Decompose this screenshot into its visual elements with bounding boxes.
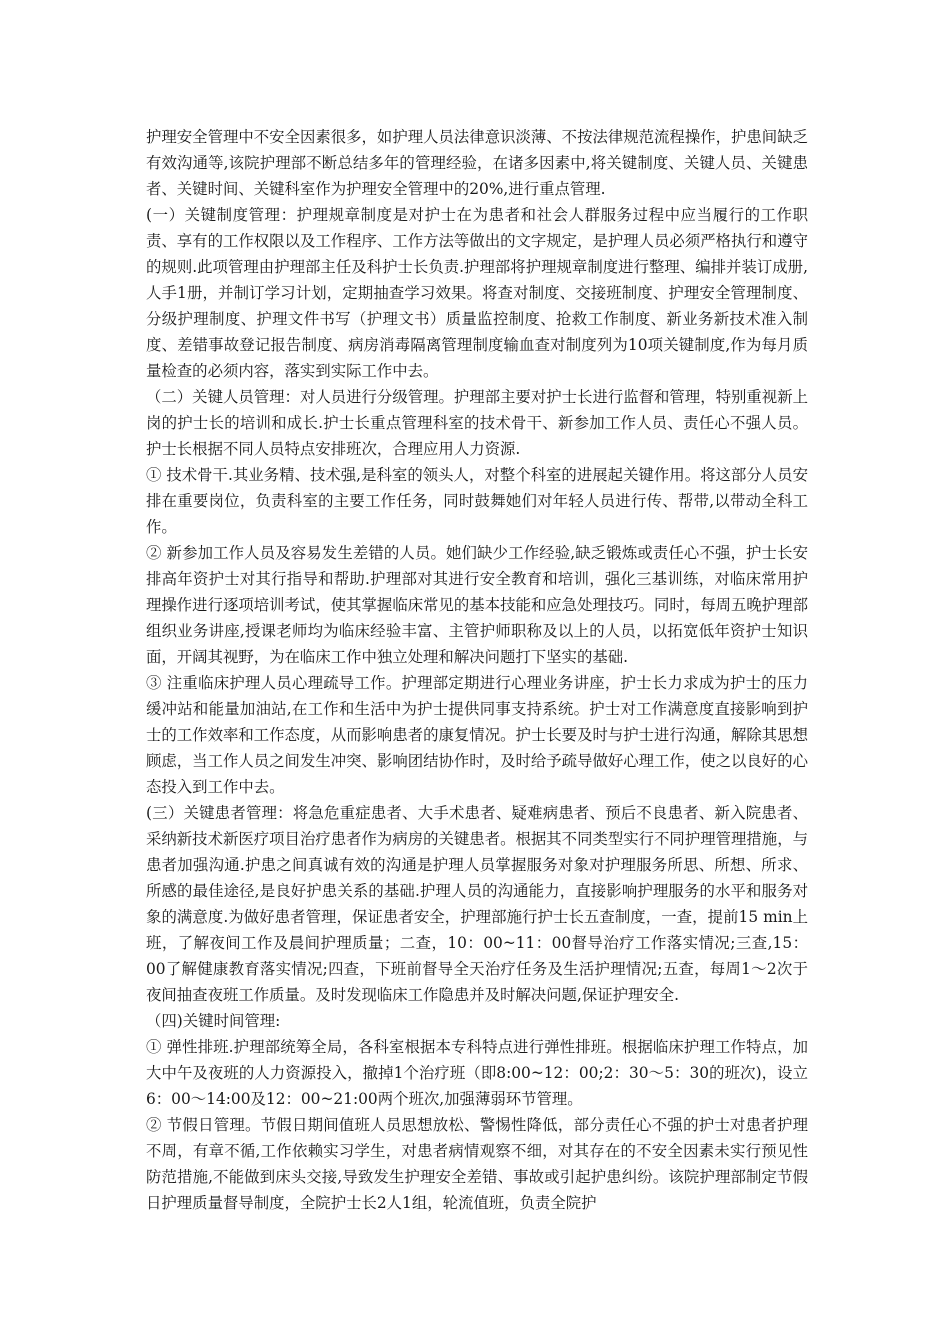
section-key-personnel: （二）关键人员管理：对人员进行分级管理。护理部主要对护士长进行监督和管理，特别重视新上岗的护士长的培训和成长.护士长重点管理科室的技术骨干、新参加工作人员、责任心不强人员。护士长根据不同人员特点安排班次，合理应用人力资源. <box>146 388 808 458</box>
document-body <box>146 124 808 1216</box>
section-key-systems: (一）关键制度管理：护理规章制度是对护士在为患者和社会人群服务过程中应当履行的工作职责、享有的工作权限以及工作程序、工作方法等做出的文字规定，是护理人员必须严格执行和遵守的规则.此项管理由护理部主任及科护士长负责.护理部将护理规章制度进行整理、编排并装订成册,人手1册，并制订学习计划，定期抽查学习效果。将查对制度、交接班制度、护理安全管理制度、分级护理制度、护理文件书写（护理文书）质量监控制度、抢救工作制度、新业务新技术准入制度、差错事故登记报告制度、病房消毒隔离管理制度输血查对制度列为10项关键制度,作为每月质量检查的必须内容，落实到实际工作中去。 <box>146 206 808 380</box>
intro-paragraph: 护理安全管理中不安全因素很多，如护理人员法律意识淡薄、不按法律规范流程操作，护患间缺乏有效沟通等,该院护理部不断总结多年的管理经验，在诸多因素中,将关键制度、关键人员、关键患者、关键时间、关键科室作为护理安全管理中的20%,进行重点管理. <box>146 128 808 198</box>
item-flexible-scheduling: ① 弹性排班.护理部统筹全局，各科室根据本专科特点进行弹性排班。根据临床护理工作特点，加大中午及夜班的人力资源投入，撤掉1个治疗班（即8:00~12：00;2：30～5：30的班次)，设立6：00～14:00及12：00~21:00两个班次,加强薄弱环节管理。 <box>146 1038 808 1108</box>
section-key-time-heading: （四)关键时间管理: <box>146 1012 281 1030</box>
item-holiday-management: ② 节假日管理。节假日期间值班人员思想放松、警惕性降低，部分责任心不强的护士对患者护理不周，有章不循,工作依赖实习学生，对患者病情观察不细，对其存在的不安全因素未实行预见性防范措施,不能做到床头交接,导致发生护理安全差错、事故或引起护患纠纷。该院护理部制定节假日护理质量督导制度，全院护士长2人1组，轮流值班，负责全院护 <box>146 1116 808 1212</box>
item-new-staff: ② 新参加工作人员及容易发生差错的人员。她们缺少工作经验,缺乏锻炼或责任心不强，护士长安排高年资护士对其行指导和帮助.护理部对其进行安全教育和培训，强化三基训练，对临床常用护理操作进行逐项培训考试，使其掌握临床常见的基本技能和应急处理技巧。同时，每周五晚护理部组织业务讲座,授课老师均为临床经验丰富、主管护师职称及以上的人员，以拓宽低年资护士知识面，开阔其视野，为在临床工作中独立处理和解决问题打下坚实的基础. <box>146 544 808 666</box>
item-psychological-guidance: ③ 注重临床护理人员心理疏导工作。护理部定期进行心理业务讲座，护士长力求成为护士的压力缓冲站和能量加油站,在工作和生活中为护士提供同事支持系统。护士对工作满意度直接影响到护士的工作效率和工作态度，从而影响患者的康复情况。护士长要及时与护士进行沟通，解除其思想顾虑，当工作人员之间发生冲突、影响团结协作时，及时给予疏导做好心理工作，使之以良好的心态投入到工作中去。 <box>146 674 808 796</box>
item-technical-backbone: ① 技术骨干.其业务精、技术强,是科室的领头人，对整个科室的进展起关键作用。将这部分人员安排在重要岗位，负责科室的主要工作任务，同时鼓舞她们对年轻人员进行传、帮带,以带动全科工作。 <box>146 466 808 536</box>
section-key-patients: (三）关键患者管理：将急危重症患者、大手术患者、疑难病患者、预后不良患者、新入院患者、采纳新技术新医疗项目治疗患者作为病房的关键患者。根据其不同类型实行不同护理管理措施，与患者加强沟通.护患之间真诚有效的沟通是护理人员掌握服务对象对护理服务所思、所想、所求、所感的最佳途径,是良好护患关系的基础.护理人员的沟通能力，直接影响护理服务的水平和服务对象的满意度.为做好患者管理，保证患者安全，护理部施行护士长五查制度，一查，提前15 min上班，了解夜间工作及晨间护理质量；二查，10：00~11：00督导治疗工作落实情况;三查,15：00了解健康教育落实情况;四查，下班前督导全天治疗任务及生活护理情况;五查，每周1～2次于夜间抽查夜班工作质量。及时发现临床工作隐患并及时解决问题,保证护理安全. <box>146 804 808 1004</box>
